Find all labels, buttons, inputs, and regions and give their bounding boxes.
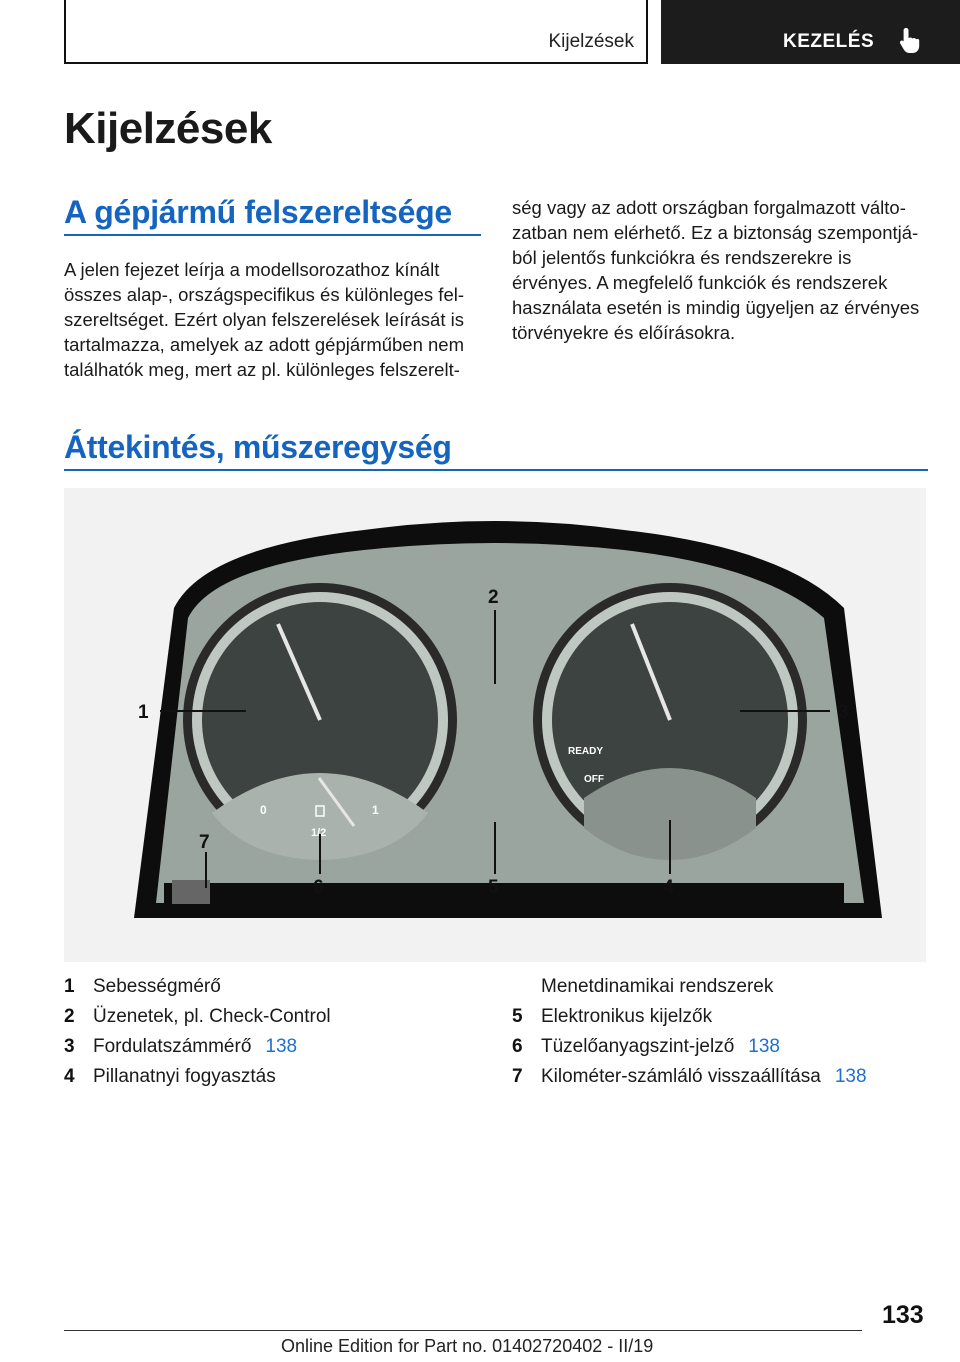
legend-text: Pillanatnyi fogyasztás: [93, 1066, 276, 1087]
callout-5: 5: [488, 877, 499, 898]
instrument-cluster-figure: [64, 488, 926, 962]
header-section-title: Kijelzések: [548, 31, 634, 52]
legend-item: [512, 972, 867, 1002]
section-heading-equipment: A gépjármű felszereltsége: [64, 194, 452, 230]
callout-1: 1: [138, 702, 149, 723]
fuel-label-half: 1/2: [311, 827, 327, 839]
text-line: A jelen fejezet leírja a modellsorozathoz kínált: [64, 259, 440, 280]
equipment-text-col1: [64, 257, 464, 382]
legend-item: [64, 1032, 331, 1062]
legend-list-left: [64, 972, 331, 1092]
section-heading-rule: [64, 469, 928, 471]
legend-item: [512, 1032, 867, 1062]
pointing-hand-icon: [897, 26, 923, 54]
legend-number: 5: [512, 1006, 523, 1027]
odometer-reset-button: [172, 880, 210, 904]
callout-4: 4: [663, 877, 674, 898]
text-line: törvényekre és előírásokra.: [512, 322, 736, 343]
legend-number: 1: [64, 976, 75, 997]
section-heading-instrument-cluster: Áttekintés, műszeregység: [64, 429, 452, 465]
callout-6: 6: [313, 877, 324, 898]
legend-number: 6: [512, 1036, 523, 1057]
text-line: ség vagy az adott országban forgalmazott válto-: [512, 197, 906, 218]
text-line: tartalmazza, amelyek az adott gépjárműben nem: [64, 334, 465, 355]
text-line: ból jelentős funkciókra és rendszerekre is: [512, 247, 852, 268]
legend-list-right: [512, 972, 867, 1092]
text-line: találhatók meg, mert az pl. különleges felszerelt-: [64, 359, 460, 380]
equipment-text-col2: [512, 195, 919, 345]
page-reference-link[interactable]: 138: [834, 1066, 867, 1087]
fuel-label-empty: 0: [260, 803, 267, 817]
page-title: Kijelzések: [64, 104, 272, 153]
section-heading-rule: [64, 234, 481, 236]
legend-text: Elektronikus kijelzők: [541, 1006, 713, 1027]
legend-number: 2: [64, 1006, 75, 1027]
fuel-label-full: 1: [372, 803, 379, 817]
legend-number: [512, 972, 541, 1002]
legend-number: 4: [64, 1066, 75, 1087]
legend-item: [512, 1002, 867, 1032]
legend-item: [64, 1062, 331, 1092]
legend-text: Üzenetek, pl. Check-Control: [93, 1006, 331, 1027]
text-line: érvényes. A megfelelő funkciók és rendszerek: [512, 272, 888, 293]
footer-rule: [64, 1330, 862, 1331]
text-line: összes alap-, országspecifikus és különleges fel-: [64, 284, 464, 305]
page-number: 133: [882, 1301, 924, 1329]
page-reference-link[interactable]: 138: [265, 1036, 298, 1057]
footer-edition: Online Edition for Part no. 01402720402 - II/19: [281, 1336, 654, 1356]
cluster-bottom-bezel: [164, 883, 844, 911]
legend-number: 7: [512, 1066, 523, 1087]
instrument-cluster-illustration: [64, 488, 926, 962]
speedometer-dial: [183, 583, 457, 860]
legend-text: Kilométer-számláló visszaállítása: [541, 1066, 821, 1087]
ready-indicator: READY: [568, 746, 604, 757]
legend-text: Fordulatszámmérő: [93, 1036, 252, 1057]
legend-text: Menetdinamikai rendszerek: [541, 976, 774, 997]
header-chapter-tab: [661, 0, 960, 64]
legend-number: 3: [64, 1036, 75, 1057]
text-line: zatban nem elérhető. Ez a biztonság szempontjá-: [512, 222, 919, 243]
callout-7: 7: [199, 832, 210, 853]
text-line: használata esetén is mindig ügyeljen az érvényes: [512, 297, 920, 318]
page-reference-link[interactable]: 138: [748, 1036, 780, 1057]
text-line: szereltséget. Ezért olyan felszerelések leírását is: [64, 309, 464, 330]
header-section-box: [64, 0, 648, 64]
legend-item: [512, 1062, 867, 1092]
legend-text: Tüzelőanyagszint-jelző: [541, 1036, 735, 1057]
legend-item: [64, 1002, 331, 1032]
callout-2: 2: [488, 587, 499, 608]
legend-item: [64, 972, 331, 1002]
header-chapter-label: KEZELÉS: [783, 31, 875, 52]
legend-text: Sebességmérő: [93, 976, 221, 997]
off-indicator: OFF: [584, 774, 604, 785]
callout-3: 3: [838, 702, 849, 723]
